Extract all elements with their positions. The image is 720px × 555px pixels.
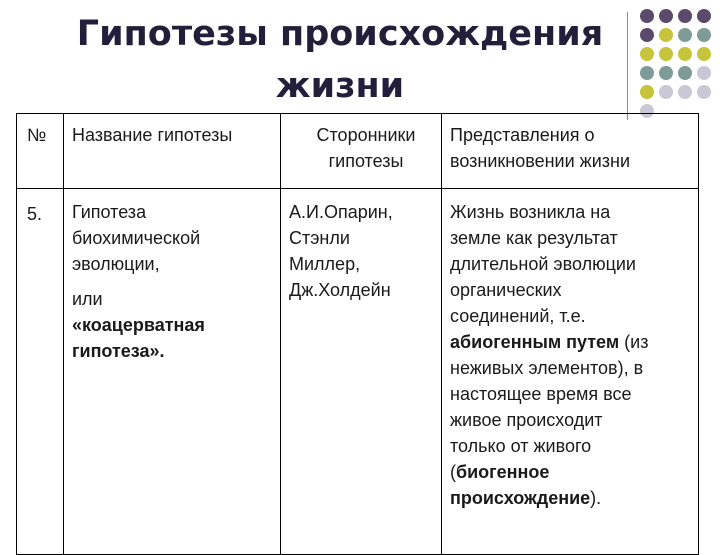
row-number — [17, 189, 64, 555]
description-fragment: (из — [619, 332, 649, 352]
description-line: органических — [450, 280, 562, 300]
decorative-dot-grid — [640, 9, 720, 129]
decor-dot — [678, 9, 692, 23]
slide-title — [60, 8, 620, 112]
header-supporters — [281, 114, 442, 189]
decor-dot — [659, 66, 673, 80]
description-line: соединений, т.е. — [450, 306, 586, 326]
decor-dot — [678, 28, 692, 42]
decor-dot — [659, 28, 673, 42]
decor-dot — [678, 85, 692, 99]
description-line: неживых элементов), в — [450, 358, 644, 378]
decor-dot — [697, 66, 711, 80]
hypothesis-alt-name: гипотеза». — [72, 341, 165, 361]
header-ideas-line-2: возникновении жизни — [450, 151, 631, 171]
description-line — [450, 459, 692, 485]
header-supporters-line-1: Сторонники — [316, 125, 416, 145]
decor-dot — [697, 85, 711, 99]
row-supporters — [281, 189, 442, 555]
header-number — [17, 114, 64, 189]
header-supporters-line-2: гипотезы — [328, 151, 404, 171]
description-line: длительной эволюции — [450, 254, 636, 274]
title-line-1: Гипотезы происхождения — [76, 14, 604, 54]
row-hypothesis-name — [64, 189, 281, 555]
supporter-line: Миллер, — [289, 254, 361, 274]
title-line-2: жизни — [275, 66, 405, 106]
hypothesis-name-line: биохимической — [72, 228, 201, 248]
decor-dot — [640, 85, 654, 99]
description-line: настоящее время все — [450, 384, 632, 404]
description-line: земле как результат — [450, 228, 618, 248]
supporter-line: Стэнли — [289, 228, 350, 248]
description-line: живое происходит — [450, 410, 603, 430]
header-ideas — [442, 114, 699, 189]
decor-dot — [659, 9, 673, 23]
row-description — [442, 189, 699, 555]
decor-dot — [697, 47, 711, 61]
decor-dot — [697, 9, 711, 23]
description-fragment: ( — [450, 462, 456, 482]
description-line — [450, 329, 692, 355]
decor-dot — [678, 66, 692, 80]
hypotheses-table — [16, 113, 699, 555]
header-hypothesis-name-text: Название гипотезы — [72, 125, 233, 145]
abiogenic-term: абиогенным путем — [450, 332, 620, 352]
decor-dot — [640, 66, 654, 80]
biogenic-term: биогенное — [456, 462, 550, 482]
decor-dot — [659, 47, 673, 61]
decor-dot — [678, 47, 692, 61]
decorative-divider — [627, 12, 628, 120]
header-number-text: № — [27, 125, 47, 145]
table-row — [17, 189, 699, 555]
description-fragment: ). — [590, 488, 602, 508]
decor-dot — [640, 28, 654, 42]
description-line: Жизнь возникла на — [450, 202, 611, 222]
header-ideas-line-1: Представления о — [450, 125, 595, 145]
row-number-text: 5. — [27, 204, 43, 224]
supporter-line: Дж.Холдейн — [289, 280, 391, 300]
origin-term: происхождение — [450, 488, 591, 508]
description-line — [450, 485, 692, 511]
header-hypothesis-name — [64, 114, 281, 189]
supporter-line: А.И.Опарин, — [289, 202, 393, 222]
decor-dot — [640, 9, 654, 23]
hypothesis-name-or: или — [72, 289, 103, 309]
decor-dot — [659, 85, 673, 99]
hypothesis-name-line: эволюции, — [72, 254, 160, 274]
decor-dot — [640, 47, 654, 61]
description-line: только от живого — [450, 436, 592, 456]
decor-dot — [697, 28, 711, 42]
hypothesis-alt-name: «коацерватная — [72, 315, 205, 335]
table-header-row — [17, 114, 699, 189]
hypothesis-name-line: Гипотеза — [72, 202, 147, 222]
